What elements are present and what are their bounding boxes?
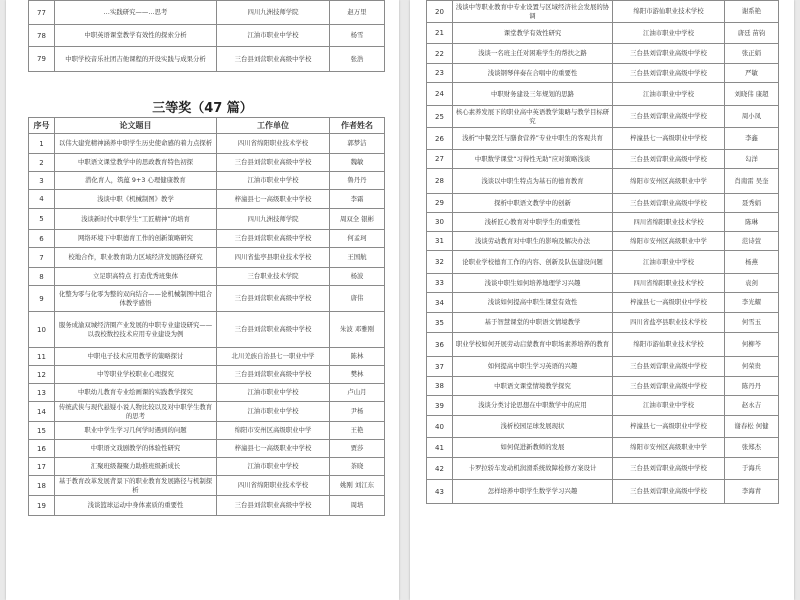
- work-unit: 三台县刘营职业高级中学校: [217, 230, 330, 248]
- work-unit: 三台县刘营职业高级中学校: [613, 106, 725, 128]
- work-unit: 四川省绵阳职业技术学校: [613, 213, 725, 232]
- table-row: [427, 106, 779, 128]
- row-number: 12: [29, 366, 55, 384]
- work-unit: 绵阳市游仙职业技术学校: [613, 333, 725, 357]
- header-author: 作者姓名: [330, 118, 385, 134]
- table-row: [29, 440, 385, 458]
- paper-title: 浅谈一名班主任对困难学生的帮扶之路: [453, 44, 613, 64]
- work-unit: 江油市职业中学校: [217, 458, 330, 476]
- table-row: [427, 64, 779, 83]
- work-unit: 江油市职业中学校: [613, 83, 725, 106]
- table-row: [29, 209, 385, 230]
- table-row: [29, 384, 385, 402]
- author-name: 陈林: [330, 348, 385, 366]
- row-number: 42: [427, 458, 453, 480]
- paper-title: 浅析“中餐烹饪与膳食营养”专业中职生的客观共育: [453, 128, 613, 150]
- work-unit: 梓潼县七一高级职业中学校: [613, 128, 725, 150]
- table-row: [427, 274, 779, 293]
- header-unit: 工作单位: [217, 118, 330, 134]
- table-row: [29, 312, 385, 348]
- row-number: 4: [29, 190, 55, 209]
- author-name: 勾洋: [725, 150, 779, 169]
- row-number: 17: [29, 458, 55, 476]
- table-row: [427, 232, 779, 251]
- work-unit: 三台县刘营职业高级中学校: [217, 496, 330, 516]
- work-unit: 四川九洲技师学院: [217, 209, 330, 230]
- paper-title: 以伟大建党精神涵养中职学生历史使命感的着力点探析: [55, 134, 217, 154]
- paper-title: 服务成渝双城经济圈产业发展的中职专业建设研究——以我校数控技术应用专业建设为例: [55, 312, 217, 348]
- author-name: 周培: [330, 496, 385, 516]
- table-row: [29, 190, 385, 209]
- author-name: 李海青: [725, 480, 779, 504]
- work-unit: 三台县刘营职业高级中学校: [613, 458, 725, 480]
- table-row: [29, 25, 385, 47]
- table-row: [29, 458, 385, 476]
- paper-title: 浅谈新时代中职学生“工匠精神”的培育: [55, 209, 217, 230]
- row-number: 27: [427, 150, 453, 169]
- row-number: 77: [29, 1, 55, 25]
- table-row: [427, 44, 779, 64]
- row-number: 36: [427, 333, 453, 357]
- author-name: 杨燕: [725, 251, 779, 274]
- author-name: 尹杨: [330, 402, 385, 422]
- table-row: [29, 172, 385, 190]
- author-name: 唐廷 苗钧: [725, 23, 779, 44]
- table-row: [29, 422, 385, 440]
- work-unit: 三台县刘营职业高级中学校: [217, 312, 330, 348]
- work-unit: 北川羌族自治县七一职业中学: [217, 348, 330, 366]
- paper-title: 化整为零与化零为整的双向结合——论机械制图中组合体教学感悟: [55, 286, 217, 312]
- row-number: 2: [29, 154, 55, 172]
- paper-title: 中职电子技术应用教学的策略探讨: [55, 348, 217, 366]
- author-name: 姚刚 刘江东: [330, 476, 385, 496]
- author-name: 王艳: [330, 422, 385, 440]
- row-number: 7: [29, 248, 55, 268]
- table-row: [427, 480, 779, 504]
- paper-title: 中职财务建设三年规划的思路: [453, 83, 613, 106]
- row-number: 9: [29, 286, 55, 312]
- table-row: [29, 134, 385, 154]
- table-row: [29, 230, 385, 248]
- work-unit: 三台县刘营职业高级中学校: [613, 357, 725, 377]
- author-name: 于海兵: [725, 458, 779, 480]
- table-row: [29, 402, 385, 422]
- row-number: 34: [427, 293, 453, 313]
- work-unit: 四川省盐亭县职业技术学校: [217, 248, 330, 268]
- author-name: 张浩: [330, 47, 385, 72]
- paper-title: 中等职业学校职业心理探究: [55, 366, 217, 384]
- table-row: [427, 194, 779, 213]
- work-unit: 绵阳市游仙职业技术学校: [613, 1, 725, 23]
- author-name: 陈琳: [725, 213, 779, 232]
- paper-title: 中职语文课堂情境教学探究: [453, 377, 613, 396]
- paper-title: 职业中学生学习几何学时遇到的问题: [55, 422, 217, 440]
- paper-title: 中职语文课堂教学中的思政教育特色初探: [55, 154, 217, 172]
- author-name: 聂秀娟: [725, 194, 779, 213]
- paper-title: 怎样培养中职学生数学学习兴趣: [453, 480, 613, 504]
- author-name: 鲁丹丹: [330, 172, 385, 190]
- table-row: [427, 1, 779, 23]
- paper-title: 基于教育改革发展背景下的职业教育发展路径与机制探析: [55, 476, 217, 496]
- work-unit: 四川省盐亭县职业技术学校: [613, 313, 725, 333]
- paper-title: 浅谈钢琴伴奏在合唱中的重要性: [453, 64, 613, 83]
- author-name: 卢山月: [330, 384, 385, 402]
- paper-title: 探析中职语文教学中的创新: [453, 194, 613, 213]
- author-name: 何柳芩: [725, 333, 779, 357]
- table-row: [29, 1, 385, 25]
- author-name: 袁剑: [725, 274, 779, 293]
- work-unit: 三台职业技术学院: [217, 268, 330, 286]
- table-row: [29, 348, 385, 366]
- author-name: 李鑫: [725, 128, 779, 150]
- work-unit: 三台县刘营职业高级中学校: [217, 366, 330, 384]
- header-no: 序号: [29, 118, 55, 134]
- paper-title: 卡罗拉轿车发动机润滑系统故障检修方案设计: [453, 458, 613, 480]
- paper-title: 中职语文戏剧教学的体验性研究: [55, 440, 217, 458]
- row-number: 15: [29, 422, 55, 440]
- row-number: 3: [29, 172, 55, 190]
- paper-title: 浅析匠心教育对中职学生的重要性: [453, 213, 613, 232]
- work-unit: 江油市职业中学校: [613, 396, 725, 416]
- work-unit: 绵阳市安州区高级职业中学: [613, 232, 725, 251]
- row-number: 38: [427, 377, 453, 396]
- row-number: 39: [427, 396, 453, 416]
- paper-title: 中职英语课堂教学有效性的探索分析: [55, 25, 217, 47]
- author-name: 周小凤: [725, 106, 779, 128]
- paper-title: 浅谈中职生如何培养地理学习兴趣: [453, 274, 613, 293]
- author-name: 张正娟: [725, 44, 779, 64]
- row-number: 37: [427, 357, 453, 377]
- work-unit: 江油市职业中学校: [217, 25, 330, 47]
- row-number: 8: [29, 268, 55, 286]
- paper-title: 论职业学校德育工作的内容、创新及队伍建设问题: [453, 251, 613, 274]
- paper-title: 如何促进新教师的发展: [453, 438, 613, 458]
- table-row: [427, 83, 779, 106]
- row-number: 16: [29, 440, 55, 458]
- table-row: [29, 366, 385, 384]
- author-name: 谢系艳: [725, 1, 779, 23]
- paper-title: 核心素养发展下的职业高中英语教学策略与教学目标研究: [453, 106, 613, 128]
- author-name: 郭梦洁: [330, 134, 385, 154]
- header-title: 论文题目: [55, 118, 217, 134]
- work-unit: 四川省绵阳职业技术学校: [217, 476, 330, 496]
- winners-table-top: [28, 0, 385, 72]
- author-name: 范诗萱: [725, 232, 779, 251]
- row-number: 29: [427, 194, 453, 213]
- right-page: [410, 0, 794, 600]
- table-row: [427, 251, 779, 274]
- work-unit: 江油市职业中学校: [217, 402, 330, 422]
- author-name: 贾莎: [330, 440, 385, 458]
- author-name: 王国航: [330, 248, 385, 268]
- row-number: 5: [29, 209, 55, 230]
- table-row: [29, 286, 385, 312]
- paper-title: 中职数学课堂“习得性无助”应对策略浅谈: [453, 150, 613, 169]
- paper-title: 如何提高中职生学习英语的兴趣: [453, 357, 613, 377]
- author-name: 朱波 邓雅刚: [330, 312, 385, 348]
- row-number: 18: [29, 476, 55, 496]
- author-name: 赵永吉: [725, 396, 779, 416]
- paper-title: 浅析校园足球发展现状: [453, 416, 613, 438]
- table-row: [427, 23, 779, 44]
- row-number: 32: [427, 251, 453, 274]
- work-unit: 三台县刘营职业高级中学校: [613, 377, 725, 396]
- work-unit: 四川省绵阳职业技术学校: [613, 274, 725, 293]
- author-name: 李霜: [330, 190, 385, 209]
- row-number: 35: [427, 313, 453, 333]
- work-unit: 三台县刘营职业高级中学校: [217, 154, 330, 172]
- author-name: 茶晓: [330, 458, 385, 476]
- paper-title: 浅谈如何提高中职生课堂有效性: [453, 293, 613, 313]
- table-header-row: [29, 118, 385, 134]
- paper-title: 浅谈分类讨论思想在中职数学中的应用: [453, 396, 613, 416]
- row-number: 23: [427, 64, 453, 83]
- author-name: 陈丹丹: [725, 377, 779, 396]
- row-number: 10: [29, 312, 55, 348]
- row-number: 41: [427, 438, 453, 458]
- paper-title: …实践研究——…思考: [55, 1, 217, 25]
- table-row: [427, 213, 779, 232]
- paper-title: 浅谈劳动教育对中职生的影响及解决办法: [453, 232, 613, 251]
- author-name: 谢春松 何健: [725, 416, 779, 438]
- paper-title: 职业学校如何开展劳动启蒙教育中职场素养培养的教育: [453, 333, 613, 357]
- author-name: 何荣贵: [725, 357, 779, 377]
- author-name: 樊林: [330, 366, 385, 384]
- row-number: 24: [427, 83, 453, 106]
- row-number: 33: [427, 274, 453, 293]
- row-number: 30: [427, 213, 453, 232]
- work-unit: 三台县刘营职业高级中学校: [217, 286, 330, 312]
- row-number: 22: [427, 44, 453, 64]
- third-prize-table: [28, 117, 385, 516]
- paper-title: 中职学校音乐社团吉他课程的开设实践与成果分析: [55, 47, 217, 72]
- winners-table-continued: [426, 0, 779, 504]
- author-name: 李光耀: [725, 293, 779, 313]
- work-unit: 梓潼县七一高级职业中学校: [217, 440, 330, 458]
- author-name: 何雪玉: [725, 313, 779, 333]
- paper-title: 汇聚班级凝聚力助推班级新成长: [55, 458, 217, 476]
- row-number: 21: [427, 23, 453, 44]
- row-number: 28: [427, 169, 453, 194]
- paper-title: 网络环境下中职德育工作的创新策略研究: [55, 230, 217, 248]
- table-row: [29, 496, 385, 516]
- work-unit: 绵阳市安州区高级职业中学: [613, 169, 725, 194]
- table-row: [427, 396, 779, 416]
- table-row: [29, 268, 385, 286]
- row-number: 26: [427, 128, 453, 150]
- left-page: [6, 0, 399, 600]
- table-row: [427, 357, 779, 377]
- paper-title: 中职幼儿教育专业绘画课的实践教学探究: [55, 384, 217, 402]
- work-unit: 三台县刘营职业高级中学校: [613, 150, 725, 169]
- author-name: 刘晓伟 康超: [725, 83, 779, 106]
- work-unit: 三台县刘营职业高级中学校: [613, 64, 725, 83]
- table-row: [427, 333, 779, 357]
- author-name: 张郑杰: [725, 438, 779, 458]
- work-unit: 绵阳市安州区高级职业中学: [217, 422, 330, 440]
- paper-title: 基于智慧课堂的中职语文情境教学: [453, 313, 613, 333]
- author-name: 周双全 银彬: [330, 209, 385, 230]
- work-unit: 江油市职业中学校: [217, 172, 330, 190]
- table-row: [29, 476, 385, 496]
- row-number: 40: [427, 416, 453, 438]
- table-row: [427, 438, 779, 458]
- table-row: [29, 248, 385, 268]
- author-name: 杨波: [330, 268, 385, 286]
- work-unit: 三台县刘营职业高级中学校: [613, 480, 725, 504]
- table-row: [427, 169, 779, 194]
- work-unit: 四川省绵阳职业技术学校: [217, 134, 330, 154]
- row-number: 14: [29, 402, 55, 422]
- work-unit: 三台县刘营职业高级中学校: [613, 194, 725, 213]
- paper-title: 立足职高特点 打造优秀班集体: [55, 268, 217, 286]
- table-row: [427, 293, 779, 313]
- row-number: 1: [29, 134, 55, 154]
- row-number: 11: [29, 348, 55, 366]
- row-number: 20: [427, 1, 453, 23]
- work-unit: 江油市职业中学校: [613, 23, 725, 44]
- paper-title: 浅谈中等职业教育中专业设置与区域经济社会发展的协调: [453, 1, 613, 23]
- table-row: [427, 150, 779, 169]
- work-unit: 三台县刘营职业高级中学校: [217, 47, 330, 72]
- work-unit: 梓潼县七一高级职业中学校: [217, 190, 330, 209]
- row-number: 79: [29, 47, 55, 72]
- row-number: 31: [427, 232, 453, 251]
- paper-title: 传统武侠与现代悬疑小说人物比较以及对中职学生教育的思考: [55, 402, 217, 422]
- table-row: [427, 458, 779, 480]
- table-row: [427, 377, 779, 396]
- work-unit: 梓潼县七一高级职业中学校: [613, 293, 725, 313]
- table-row: [427, 313, 779, 333]
- row-number: 19: [29, 496, 55, 516]
- work-unit: 江油市职业中学校: [217, 384, 330, 402]
- work-unit: 绵阳市安州区高级职业中学: [613, 438, 725, 458]
- table-row: [29, 47, 385, 72]
- author-name: 唐伟: [330, 286, 385, 312]
- paper-title: 浅谈中职《机械制图》教学: [55, 190, 217, 209]
- author-name: 赵万里: [330, 1, 385, 25]
- row-number: 13: [29, 384, 55, 402]
- paper-title: 浅谈篮球运动中身体素质的重要性: [55, 496, 217, 516]
- paper-title: 校地合作，职业教育助力区域经济发展路径研究: [55, 248, 217, 268]
- row-number: 43: [427, 480, 453, 504]
- work-unit: 梓潼县七一高级职业中学校: [613, 416, 725, 438]
- table-row: [29, 154, 385, 172]
- paper-title: 浅谈以中职生特点为基石的德育教育: [453, 169, 613, 194]
- table-row: [427, 128, 779, 150]
- author-name: 杨雪: [330, 25, 385, 47]
- work-unit: 四川九洲技师学院: [217, 1, 330, 25]
- row-number: 78: [29, 25, 55, 47]
- author-name: 何孟珂: [330, 230, 385, 248]
- author-name: 魏敏: [330, 154, 385, 172]
- row-number: 6: [29, 230, 55, 248]
- author-name: 肖南雷 吴奎: [725, 169, 779, 194]
- paper-title: 潜化育人，筑蕴 9+3 心理健康教育: [55, 172, 217, 190]
- work-unit: 三台县刘营职业高级中学校: [613, 44, 725, 64]
- paper-title: 课堂教学有效性研究: [453, 23, 613, 44]
- third-prize-heading: 三等奖（47 篇）: [152, 101, 253, 116]
- author-name: 严敏: [725, 64, 779, 83]
- table-row: [427, 416, 779, 438]
- work-unit: 江油市职业中学校: [613, 251, 725, 274]
- row-number: 25: [427, 106, 453, 128]
